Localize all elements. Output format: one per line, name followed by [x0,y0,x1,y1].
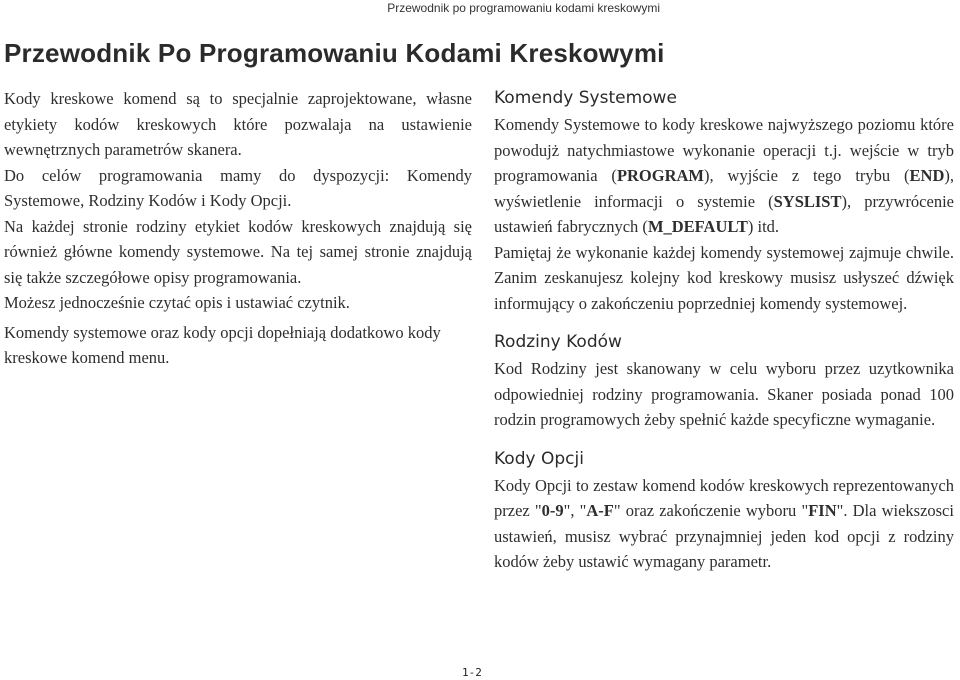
section-heading-option-codes: Kody Opcji [494,448,584,469]
system-commands-note: Pamiętaj że wykonanie każdej komendy systemowej zajmuje chwile. Zanim zeskanujesz kolejny kod kreskowy musisz usłyszeć dźwięk informujący o zakończeniu poprzedniej komendy systemowej. [494,242,954,313]
left-column [4,86,472,371]
section-heading-system-commands: Komendy Systemowe [494,88,677,108]
section-heading-code-families: Rodziny Kodów [494,332,622,352]
option-codes-paragraph: Kody Opcji to zestaw komend kodów kreskowych reprezentowanych przez "0-9", "A-F" oraz zakończenie wyboru "FIN". Dla wiekszosci ustawień, musisz wybrać przynajmniej jeden kod opcji z rodziny kodów żeby ustawić wymagany parametr. [494,475,954,571]
family-pages-paragraph: Na każdej stronie rodziny etykiet kodów kreskowych znajdują się również główne komendy systemowe. Na tej samej stronie znajdują się także szczegółowe opisy programowania. [4,216,472,287]
right-column [494,84,954,575]
page-title: Przewodnik Po Programowaniu Kodami Kreskowymi [4,38,665,68]
keyword-program: PROGRAM [616,166,705,185]
keyword-syslist: SYSLIST [773,191,842,211]
keyword-hex-letters: A-F [586,501,614,520]
read-and-set-paragraph: Możesz jednocześnie czytać opis i ustawiać czytnik. [4,293,350,312]
code-families-paragraph: Kod Rodziny jest skanowany w celu wyboru przez uzytkownika odpowiedniej rodziny programowania. Skaner posiada ponad 100 rodzin programowych żeby spełnić każde specyficzne wymaganie. [494,359,954,429]
page-number: 1-2 [462,666,482,679]
keyword-end: END [909,166,945,185]
keyword-fin: FIN [808,501,837,520]
system-commands-paragraph: Komendy Systemowe to kody kreskowe najwyższego poziomu które powodujż natychmiastowe wykonanie operacji t.j. wejście w tryb programowania (PROGRAM), wyjście z tego trybu (END), wyświetlenie informacji o systemie (SYSLIST), przywrócenie ustawień fabrycznych (M_DEFAULT) itd. [494,115,955,236]
keyword-m-default: M_DEFAULT [647,217,748,236]
intro-paragraph: Kody kreskowe komend są to specjalnie zaprojektowane, własne etykiety kodów kreskowych które pozwalaja na ustawienie wewnętrznych parametrów skanera. [4,89,472,159]
running-header: Przewodnik po programowaniu kodami kreskowymi [387,1,660,15]
keyword-digits: 0-9 [541,501,564,520]
programming-options-paragraph: Do celów programowania mamy do dyspozycji: Komendy Systemowe, Rodziny Kodów i Kody Opcji. [4,165,472,210]
menu-commands-paragraph: Komendy systemowe oraz kody opcji dopełniają dodatkowo kody kreskowe komend menu. [4,322,441,367]
